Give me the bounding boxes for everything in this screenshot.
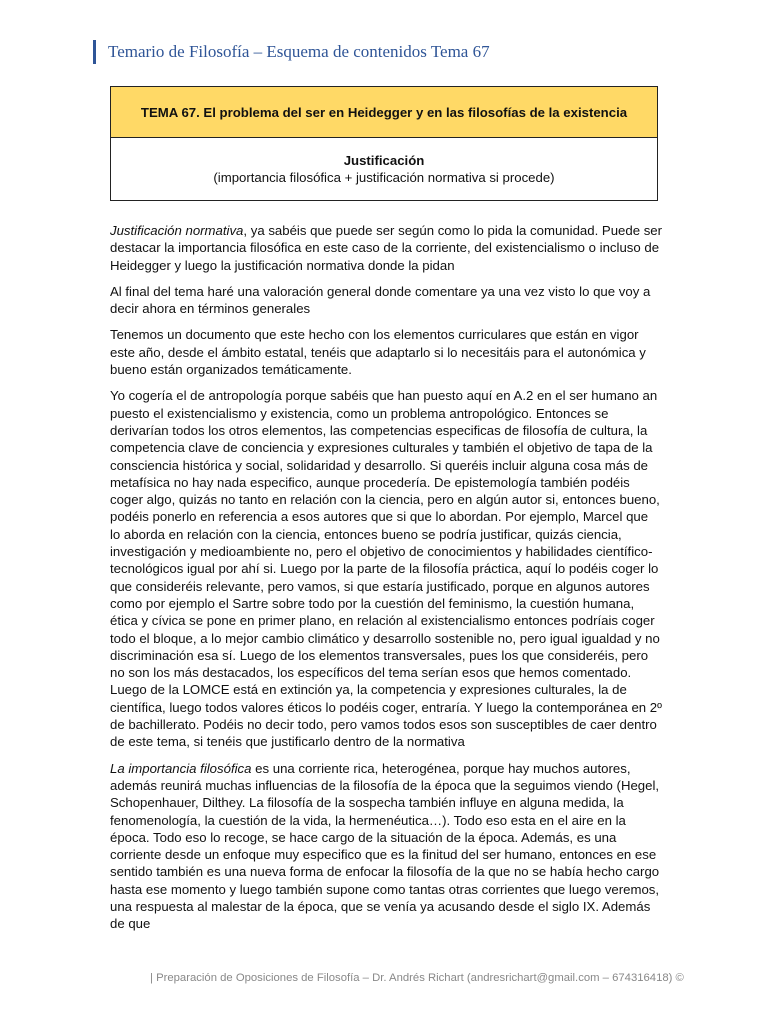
theme-title: TEMA 67. El problema del ser en Heidegger y en las filosofías de la existencia	[140, 104, 628, 120]
page-header	[93, 40, 490, 64]
justification-title: Justificación	[343, 153, 425, 168]
document-body	[110, 222, 662, 942]
paragraph-importance-lead: La importancia filosófica	[110, 760, 252, 776]
theme-title-row	[111, 87, 657, 138]
justification-heading	[111, 138, 657, 200]
justification-note: (importancia filosófica + justificación normativa si procede)	[213, 170, 555, 185]
paragraph-curricular-document: Tenemos un documento que este hecho con los elementos curriculares que están en vigor este año, desde el ámbito estatal, tenéis que adaptarlo si lo necesitáis para el autonómica y bueno están organizados temáticamente.	[110, 327, 646, 378]
theme-box	[110, 86, 658, 201]
paragraph-normative-text: , ya sabéis que puede ser según como lo pida la comunidad. Puede ser destacar la importancia filosófica en este caso de la corriente, del existencialismo o incluso de Heidegger y luego la justificación normativa donde la pidan	[110, 223, 663, 273]
paragraph-importance-text: es una corriente rica, heterogénea, porque hay muchos autores, además reunirá muchas influencias de la filosofía de la época que la seguimos viendo (Hegel, Schopenhauer, Dilthey. La filosofía de la sospecha también influye en alguna medida, la fenomenología, la cuestión de la vida, la hermenéutica…). Todo eso esta en el aire en la época. Todo eso lo recoge, se hace cargo de la situación de la época. Además, es una corriente desde un enfoque muy especifico que es la finitud del ser humano, entonces en ese sentido también es una nueva forma de enfocar la filosofía de la que no se había hecho cargo hasta ese momento y luego también supone como tantas otras corrientes que luego veremos, una respuesta al malestar de la época, que se venía ya acusando desde el siglo IX. Además de que	[110, 760, 660, 932]
header-title: Temario de Filosofía – Esquema de contenidos Tema 67	[108, 42, 490, 61]
paragraph-normative-lead: Justificación normativa	[110, 223, 244, 238]
paragraph-philosophical-importance	[110, 760, 662, 933]
page-footer	[150, 972, 710, 984]
paragraph-normative	[110, 222, 662, 274]
paragraph-final-assessment: Al final del tema haré una valoración general donde comentare ya una vez visto lo que voy a decir ahora en términos generales	[110, 283, 651, 317]
paragraph-anthropology: Yo cogería el de antropología porque sabéis que han puesto aquí en A.2 en el ser humano an puesto el existencialismo y existencia, como un problema antropológico. Entonces se derivarían todos los otros elementos, las competencias especificas de filosofía de cultura, la competencia clave de conciencia y expresiones culturales y también el objetivo de tapa de la consciencia histórica y social, solidaridad y desarrollo. Si queréis incluir alguna cosa más de metafísica no hay nada especifico, aunque procedería. De epistemología también podéis coger algo, quizás no tanto en relación con la ciencia, pero en algún autor si, entonces bueno, podéis ponerlo en referencia a esos autores que si que lo abordan. Por ejemplo, Marcel que lo aborda en relación con la ciencia, entonces bueno se podría justificar, quizás ciencia, investigación y medioambiente no, pero el objetivo de conocimientos y habilidades científico-tecnológicos igual por ahí si. Luego por la parte de la filosofía práctica, aquí lo podéis coger lo que consideréis relevante, pero vamos, si que estaría justificado, porque en algunos autores como por ejemplo el Sartre sobre todo por la cuestión del feminismo, la cuestión humana, ética y cívica se pone en primer plano, en relación al existencialismo entonces podríais coger todo el bloque, a lo mejor cambio climático y desarrollo sostenible no, pero igual igualdad y no discriminación esa sí. Luego de los elementos transversales, pues los que consideréis, pero no son los más destacados, los específicos del tema serían esos que hemos comentado. Luego de la LOMCE está en extinción ya, la competencia y expresiones culturales, la de científica, luego todos valores éticos lo podéis coger, entraría. Y luego la contemporánea en 2º de bachillerato. Podéis no decir todo, pero vamos todos esos son susceptibles de caer dentro de este tema, si tenéis que justificarlo dentro de la normativa	[110, 388, 662, 750]
footer-text: | Preparación de Oposiciones de Filosofía – Dr. Andrés Richart (andresrichart@gmail.com – 674316418) ©	[150, 972, 684, 984]
